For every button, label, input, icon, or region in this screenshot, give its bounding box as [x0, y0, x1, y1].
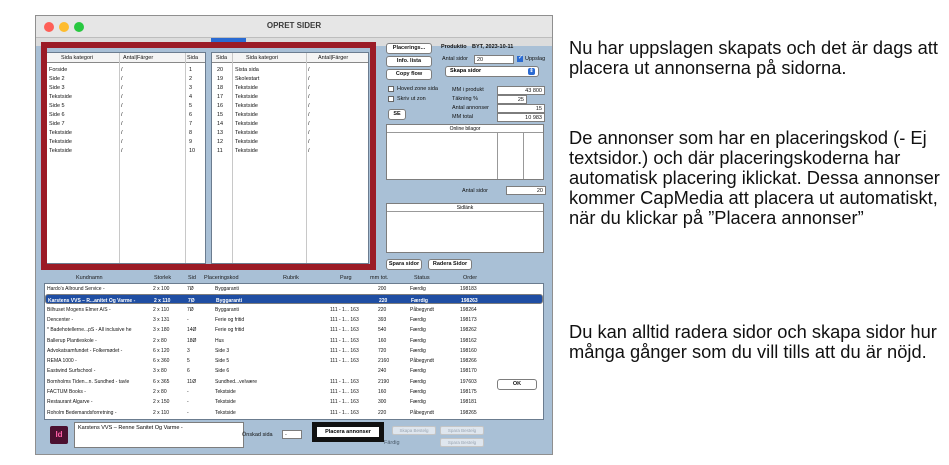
ad-size-cell: 6 x 365 — [153, 378, 170, 385]
page-category-cell: Tekstside — [235, 148, 258, 154]
ad-status-cell: Færdig — [410, 378, 426, 385]
page-colors-cell: / — [308, 112, 310, 118]
ad-placement-cell: Tekstside — [215, 409, 236, 416]
ad-mm-cell: 220 — [378, 409, 387, 416]
tackning-field[interactable]: 25 — [497, 95, 527, 104]
hoved-zone-checkbox[interactable] — [388, 86, 394, 92]
title-bar — [36, 16, 552, 38]
skapa-bestelg-button[interactable]: Skapa Bestelg — [392, 426, 436, 435]
ad-placement-cell: Byggaranti — [215, 286, 239, 292]
mm-total-field: 10 983 — [497, 113, 545, 122]
ad-customer-cell: Hardo's Allround Service - — [47, 286, 105, 292]
ad-customer-cell: Eastwind Surfschool - — [47, 368, 96, 375]
ad-size-cell: 3 x 80 — [153, 368, 167, 375]
ad-status-cell: Påbegyndt — [410, 409, 434, 416]
page-colors-cell: / — [308, 139, 310, 145]
ad-mm-cell: 200 — [378, 286, 387, 292]
ad-mm-cell: 393 — [378, 316, 387, 323]
ad-placement-cell: Tekstside — [215, 389, 236, 395]
page-colors-cell: / — [121, 112, 123, 118]
ad-row[interactable] — [45, 356, 543, 366]
ad-order-cell: 198265 — [460, 409, 477, 416]
ad-parg-cell: 111 - 1... 163 — [330, 327, 359, 334]
antal-sidor-label: Antal sidor — [442, 56, 468, 62]
onskad-sida-label: Önskad sida — [242, 432, 273, 438]
ad-row[interactable] — [45, 284, 543, 294]
ad-page-cell: 14Ø — [187, 327, 197, 334]
copy-flow-button[interactable]: Copy flow — [386, 69, 432, 80]
skriv-ut-zon-label: Skriv ut zon — [397, 96, 426, 102]
page-number-cell: 2 — [189, 76, 193, 82]
col-parg[interactable]: Parg — [340, 275, 352, 281]
ad-order-cell: 198264 — [460, 306, 477, 313]
ad-status-cell: Påbegyndt — [410, 306, 434, 313]
col-sida[interactable]: Sida — [187, 55, 199, 61]
page-number-cell: 8 — [189, 130, 193, 136]
spara-bestelg-button-2[interactable]: Spara Bestelg — [440, 438, 484, 447]
spara-sidor-button[interactable]: Spara sidor — [386, 259, 422, 270]
page-number-cell: 19 — [217, 76, 224, 82]
ad-customer-cell: Ballerup Plantieskole - — [47, 337, 97, 344]
placerings-button[interactable]: Placerings... — [386, 43, 432, 54]
ad-status-cell: Færdig — [410, 286, 426, 292]
ad-placement-cell: Side 5 — [215, 358, 230, 365]
ad-order-cell: 198175 — [460, 389, 477, 395]
ad-order-cell: 198181 — [460, 399, 477, 406]
page-category-cell: Tekstside — [49, 130, 72, 136]
col-rubrik[interactable]: Rubrik — [283, 275, 299, 281]
col-status[interactable]: Status — [414, 275, 430, 281]
ad-row[interactable] — [45, 387, 543, 397]
ads-list[interactable] — [44, 283, 544, 420]
ad-placement-cell: Hus — [215, 337, 224, 344]
ad-parg-cell: 111 - 1... 163 — [330, 399, 359, 406]
antal-sidor-field[interactable]: 20 — [474, 55, 514, 64]
ad-parg-cell: 111 - 1... 163 — [330, 378, 359, 385]
ad-row[interactable] — [45, 346, 543, 356]
ad-size-cell: 3 x 180 — [153, 327, 170, 334]
page-colors-cell: / — [308, 121, 310, 127]
col-sid[interactable]: Sid — [188, 275, 196, 281]
page-number-cell: 11 — [217, 148, 223, 154]
ad-customer-cell: Advokatsamfundet - Folkemødet - — [47, 347, 123, 354]
ad-size-cell: 6 x 120 — [153, 347, 170, 354]
ad-status-cell: Færdig — [410, 337, 426, 344]
page-colors-cell: / — [121, 130, 123, 136]
ad-row[interactable] — [45, 336, 543, 346]
ad-status-cell: Påbegyndt — [410, 358, 434, 365]
spara-bestelg-button[interactable]: Spara Bestelg — [440, 426, 484, 435]
ad-page-cell: - — [187, 399, 189, 406]
page-colors-cell: / — [121, 94, 123, 100]
online-bilagor-label: Online bilagor — [387, 125, 543, 133]
ad-customer-cell: REMA 1000 - — [47, 358, 77, 365]
skriv-ut-zon-checkbox[interactable] — [388, 96, 394, 102]
page-colors-cell: / — [308, 103, 310, 109]
page-number-cell: 7 — [189, 121, 193, 127]
info-lista-button[interactable]: Info. lista — [386, 56, 432, 67]
mm-i-produkt-field: 43 800 — [497, 86, 545, 95]
antal-annonser-label: Antal annonser — [452, 105, 489, 111]
ad-size-cell: 2 x 80 — [153, 389, 167, 395]
page-colors-cell: / — [308, 76, 310, 82]
ad-customer-cell: Dencenter - — [47, 316, 74, 323]
page-category-cell: Tekstside — [235, 139, 258, 145]
ad-order-cell: 198162 — [460, 337, 477, 344]
ad-parg-cell: 111 - 1... 163 — [330, 389, 359, 395]
ad-customer-cell: * Badehotellerne...pS - All inclusive he — [47, 327, 132, 334]
page-category-cell: Sista sida — [235, 67, 259, 73]
ad-customer-cell: Restaurant Algarve - — [47, 399, 93, 406]
ad-row[interactable] — [45, 397, 543, 407]
col-sida-kategori[interactable]: Sida kategori — [61, 55, 94, 61]
page-colors-cell: / — [121, 139, 123, 145]
ad-status-cell: Færdig — [410, 347, 426, 354]
ad-page-cell: 7Ø — [187, 306, 194, 313]
ad-status-cell: Færdig — [411, 298, 428, 305]
page-number-cell: 16 — [217, 103, 224, 109]
highlight-frame — [41, 42, 376, 270]
ad-customer-cell: Karstens VVS – R...anitet Og Varme - — [48, 298, 136, 305]
ad-size-cell: 6 x 360 — [153, 358, 170, 365]
ad-placement-cell: Tekstside — [215, 399, 236, 406]
ad-mm-cell: 2160 — [378, 358, 390, 365]
page-category-cell: Side 5 — [49, 103, 65, 109]
uppslag-label: Uppslag — [525, 56, 546, 62]
col-antal-farger[interactable]: Antal|Färger — [123, 55, 154, 61]
sidlank-box[interactable] — [386, 203, 544, 253]
paragraph-redo: Du kan alltid radera sidor och skapa sidor hur många gånger som du vill tills att du är nöjd. — [569, 321, 937, 362]
ad-size-cell: 2 x 80 — [153, 337, 167, 344]
ad-row-selected[interactable] — [45, 294, 543, 304]
page-category-cell: Skolestart — [235, 76, 260, 82]
online-bilagor-box[interactable] — [386, 124, 544, 180]
ad-placement-cell: Byggaranti — [216, 298, 243, 305]
produktio-value: BYT, 2023-10-11 — [472, 44, 514, 50]
ad-status-cell: Færdig — [410, 368, 426, 375]
page-colors-cell: / — [308, 94, 310, 100]
ad-placement-cell: Sundhed...velvære — [215, 378, 257, 385]
page-number-cell: 20 — [217, 67, 224, 73]
ad-customer-cell: FACTUM Books - — [47, 389, 86, 395]
page-number-cell: 6 — [189, 112, 193, 118]
ad-page-cell: 7Ø — [187, 286, 194, 292]
antal-annonser-field: 15 — [497, 104, 545, 113]
page-colors-cell: / — [121, 103, 123, 109]
page-category-cell: Side 6 — [49, 112, 65, 118]
ad-page-cell: - — [187, 389, 189, 395]
ad-size-cell: 2 x 110 — [154, 298, 171, 305]
col-mm-tot[interactable]: mm tot. — [370, 275, 389, 281]
ad-mm-cell: 160 — [378, 389, 387, 395]
fardig-label: Färdig — [384, 440, 400, 446]
page-number-cell: 13 — [217, 130, 224, 136]
page-colors-cell: / — [121, 76, 123, 82]
page-category-cell: Side 2 — [49, 76, 65, 82]
ad-mm-cell: 540 — [378, 327, 387, 334]
page-number-cell: 18 — [217, 85, 224, 91]
tackning-label: Täkning % — [452, 96, 478, 102]
page-number-cell: 10 — [189, 148, 196, 154]
ad-row[interactable] — [45, 408, 543, 418]
col-order[interactable]: Order — [463, 275, 478, 281]
ad-mm-cell: 720 — [378, 347, 387, 354]
ad-placement-cell: Ferie og fritid — [215, 316, 245, 323]
page-category-cell: Side 7 — [49, 121, 65, 127]
antal-sidor2-label: Antal sidor — [462, 188, 488, 194]
ad-parg-cell: 111 - 1... 163 — [330, 337, 359, 344]
ad-row[interactable] — [45, 366, 543, 376]
page-category-cell: Tekstside — [235, 94, 258, 100]
ad-parg-cell: 111 - 1... 163 — [330, 347, 359, 354]
ad-page-cell: 18Ø — [187, 337, 197, 344]
indesign-icon: Id — [50, 426, 68, 444]
ad-mm-cell: 2190 — [378, 378, 390, 385]
uppslag-checkbox[interactable] — [517, 56, 523, 62]
page-colors-cell: / — [308, 67, 310, 73]
ad-placement-cell: Side 3 — [215, 347, 230, 354]
ad-page-cell: 5 — [187, 358, 190, 365]
page-category-cell: Tekstside — [49, 94, 72, 100]
ad-placement-cell: Byggaranti — [215, 306, 239, 313]
hoved-zone-label: Hoved zone sida — [397, 86, 438, 92]
page-colors-cell: / — [121, 67, 123, 73]
page-category-cell: Tekstside — [235, 85, 258, 91]
page-number-cell: 12 — [217, 139, 224, 145]
col-kundnamn[interactable]: Kundnamn — [76, 275, 103, 281]
col-storlek[interactable]: Storlek — [154, 275, 172, 281]
page-colors-cell: / — [121, 148, 123, 154]
mm-i-produkt-label: MM i produkt — [452, 87, 484, 93]
ad-customer-cell: Roholm Bedemandsforretning - — [47, 409, 117, 416]
ad-row[interactable] — [45, 305, 543, 315]
skapa-sidor-value: Skapa sidor — [450, 68, 482, 74]
sidlank-label: Sidlänk — [387, 204, 543, 212]
ad-size-cell: 2 x 110 — [153, 306, 170, 313]
ad-order-cell: 198262 — [460, 327, 477, 334]
page-number-cell: 17 — [217, 94, 224, 100]
page-number-cell: 4 — [189, 94, 193, 100]
ad-mm-cell: 220 — [378, 306, 387, 313]
ad-mm-cell: 300 — [378, 399, 387, 406]
ad-row[interactable] — [45, 325, 543, 335]
page-category-cell: Tekstside — [49, 148, 72, 154]
se-button[interactable]: SE — [388, 109, 406, 120]
ad-mm-cell: 220 — [379, 298, 388, 305]
ad-order-cell: 198160 — [460, 347, 477, 354]
page-number-cell: 5 — [189, 103, 193, 109]
ad-order-cell: 198183 — [460, 286, 477, 292]
ad-status-cell: Færdig — [410, 316, 426, 323]
ad-page-cell: - — [187, 316, 189, 323]
page-number-cell: 1 — [189, 67, 193, 73]
ad-page-cell: 11Ø — [187, 378, 197, 385]
skapa-sidor-select[interactable] — [445, 66, 539, 77]
bottom-bar — [44, 420, 544, 450]
chevron-updown-icon: ⇕ — [529, 68, 534, 74]
ad-page-cell: 6 — [187, 368, 190, 375]
col-antal-farger-r[interactable]: Antal|Färger — [318, 55, 349, 61]
produktio-label: Produktio — [441, 44, 467, 50]
selected-ad-box: Karstens VVS – Renne Sanitet Og Varme - — [74, 422, 244, 448]
page-colors-cell: / — [121, 85, 123, 91]
page-colors-cell: / — [308, 148, 310, 154]
ad-mm-cell: 160 — [378, 337, 387, 344]
ad-row[interactable] — [45, 377, 543, 387]
page-colors-cell: / — [121, 121, 123, 127]
mm-total-label: MM total — [452, 114, 474, 120]
ad-size-cell: 2 x 110 — [153, 409, 170, 416]
col-placeringskod[interactable]: Placeringskod — [204, 275, 239, 281]
ad-parg-cell: 111 - 1... 163 — [330, 316, 359, 323]
page-number-cell: 3 — [189, 85, 193, 91]
ad-page-cell: - — [187, 409, 189, 416]
page-colors-cell: / — [308, 130, 310, 136]
page-category-cell: Tekstside — [235, 121, 258, 127]
ad-order-cell: 197603 — [460, 378, 477, 385]
page-category-cell: Side 3 — [49, 85, 65, 91]
onskad-sida-field[interactable]: - — [282, 430, 302, 439]
ad-customer-cell: Bilhuset Mogens Elmer A/S - — [47, 306, 111, 313]
ad-status-cell: Færdig — [410, 389, 426, 395]
page-number-cell: 15 — [217, 112, 224, 118]
ad-size-cell: 3 x 131 — [153, 316, 170, 323]
page-category-cell: Forside — [49, 67, 68, 73]
page-number-cell: 9 — [189, 139, 193, 145]
page-colors-cell: / — [308, 85, 310, 91]
ad-page-cell: 7Ø — [188, 298, 195, 305]
ad-size-cell: 2 x 150 — [153, 399, 170, 406]
page-category-cell: Tekstside — [235, 130, 258, 136]
paragraph-intro: Nu har uppslagen skapats och det är dags att placera ut annonserna på sidorna. — [569, 37, 938, 78]
ad-mm-cell: 240 — [378, 368, 387, 375]
ad-order-cell: 198266 — [460, 358, 477, 365]
placera-annonser-button[interactable]: Placera annonser — [325, 429, 371, 435]
ad-order-cell: 198173 — [460, 316, 477, 323]
col-sida-kategori-r[interactable]: Sida kategori — [246, 55, 279, 61]
window-title: OPRET SIDER — [266, 21, 322, 30]
ad-size-cell: 2 x 100 — [153, 286, 170, 292]
col-sida-r[interactable]: Sida — [216, 55, 228, 61]
ad-parg-cell: 111 - 1... 163 — [330, 358, 359, 365]
ad-status-cell: Færdig — [410, 399, 426, 406]
ad-status-cell: Færdig — [410, 327, 426, 334]
ad-order-cell: 198170 — [460, 368, 477, 375]
page-category-cell: Tekstside — [49, 139, 72, 145]
antal-sidor2-field: 20 — [506, 186, 546, 195]
ad-placement-cell: Ferie og fritid — [215, 327, 245, 334]
ad-parg-cell: 111 - 1... 163 — [330, 306, 359, 313]
ad-customer-cell: Bornholms Tiden...n. Sundhed - tavle — [47, 378, 130, 385]
paragraph-automatic: De annonser som har en placeringskod (- Ej textsidor.) och där placeringskoderna har automatisk placering iklickat. Dessa annonser kommer CapMedia att placera ut automatiskt, när du klickar på ”Placera annonser” — [569, 127, 940, 228]
ad-placement-cell: Side 6 — [215, 368, 230, 375]
ad-order-cell: 198263 — [461, 298, 478, 305]
ok-button[interactable]: OK — [497, 379, 537, 390]
radera-sidor-button[interactable]: Radera Sidor — [428, 259, 472, 270]
ad-row[interactable] — [45, 315, 543, 325]
page-category-cell: Tekstside — [235, 103, 258, 109]
ad-page-cell: 3 — [187, 347, 190, 354]
ad-parg-cell: 111 - 1... 163 — [330, 409, 359, 416]
page-number-cell: 14 — [217, 121, 224, 127]
placera-annonser-frame — [312, 422, 384, 442]
page-category-cell: Tekstside — [235, 112, 258, 118]
